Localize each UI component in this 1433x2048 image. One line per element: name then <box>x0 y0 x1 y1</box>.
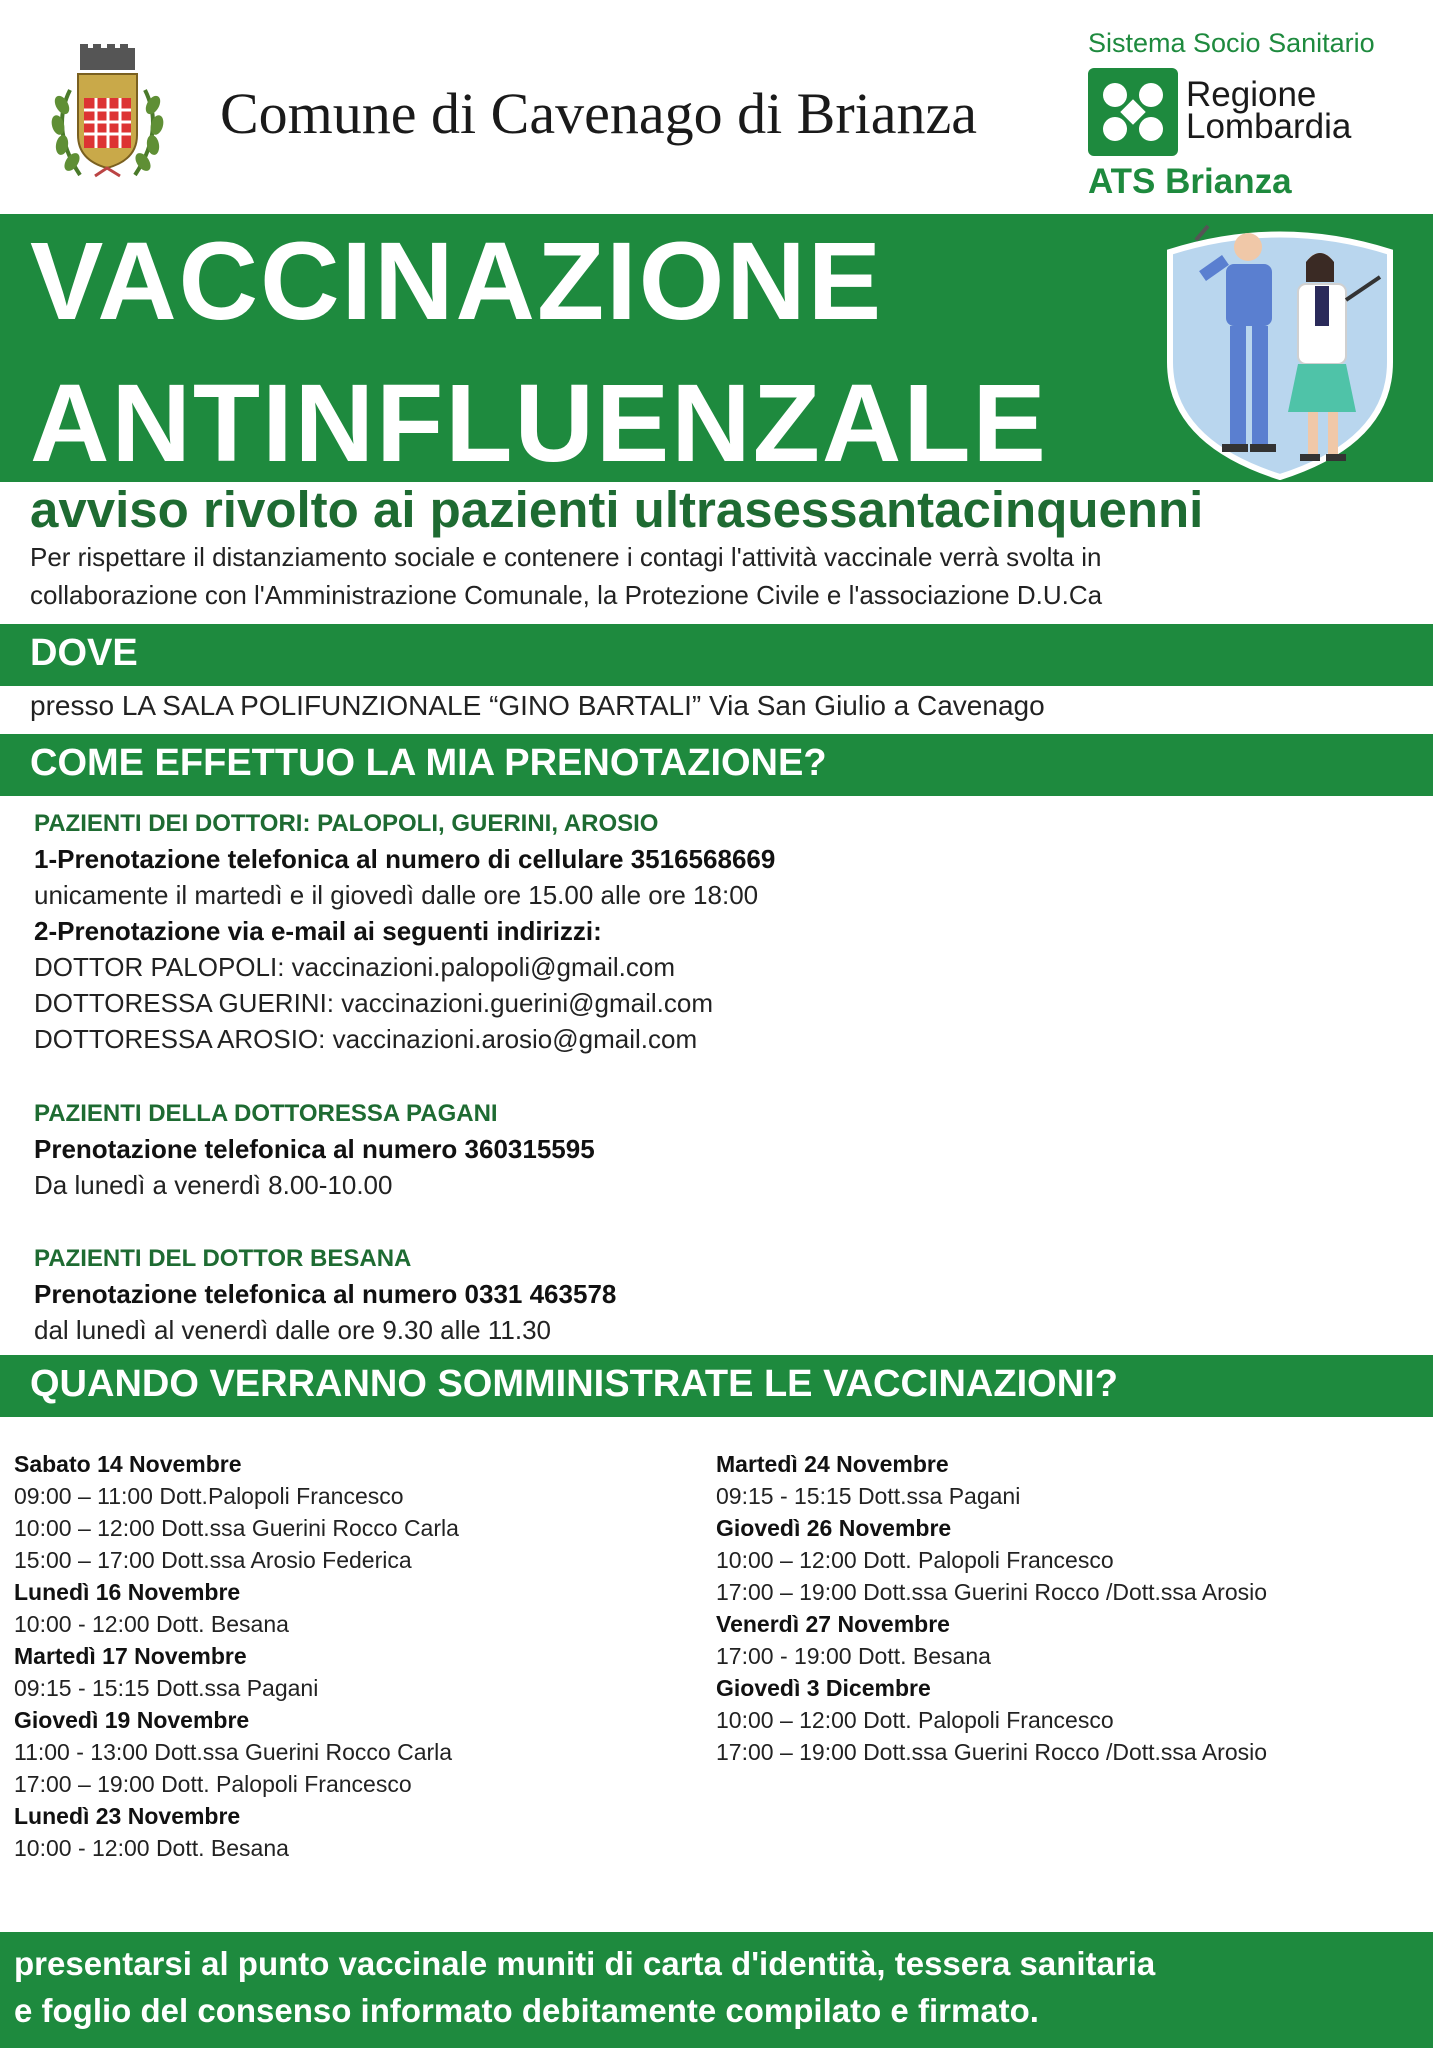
schedule-slot: 15:00 – 17:00 Dott.ssa Arosio Federica <box>14 1547 412 1573</box>
doctors-illustration <box>1160 222 1400 480</box>
schedule-slot: 09:00 – 11:00 Dott.Palopoli Francesco <box>14 1483 404 1509</box>
email-palopoli: DOTTOR PALOPOLI: vaccinazioni.palopoli@gmail.com <box>34 952 675 982</box>
email-arosio: DOTTORESSA AROSIO: vaccinazioni.arosio@gmail.com <box>34 1024 698 1054</box>
group3-title: PAZIENTI DEL DOTTOR BESANA <box>34 1245 412 1272</box>
group1-phone-hours: unicamente il martedì e il giovedì dalle ore 15.00 alle ore 18:00 <box>34 880 759 910</box>
schedule-slot: 10:00 – 12:00 Dott. Palopoli Francesco <box>716 1547 1114 1573</box>
region-name-line1: Regione <box>1186 75 1317 114</box>
schedule-slot: 17:00 - 19:00 Dott. Besana <box>716 1643 991 1669</box>
schedule-heading: QUANDO VERRANNO SOMMINISTRATE LE VACCINAZIONI? <box>30 1363 1118 1405</box>
region-name-line2: Lombardia <box>1186 107 1352 146</box>
schedule-day: Lunedì 23 Novembre <box>14 1803 241 1829</box>
group2-title: PAZIENTI DELLA DOTTORESSA PAGANI <box>34 1100 498 1127</box>
schedule-day: Lunedì 16 Novembre <box>14 1579 241 1605</box>
group1-phone: 1-Prenotazione telefonica al numero di cellulare 3516568669 <box>34 844 776 874</box>
ats-label: ATS Brianza <box>1088 162 1292 201</box>
subtitle: avviso rivolto ai pazienti ultrasessantacinquenni <box>30 481 1204 538</box>
group2-phone: Prenotazione telefonica al numero 360315595 <box>34 1134 595 1164</box>
footer-line2: e foglio del consenso informato debitamente compilato e firmato. <box>14 1992 1039 2029</box>
schedule-day: Martedì 24 Novembre <box>716 1451 949 1477</box>
group3-phone: Prenotazione telefonica al numero 0331 463578 <box>34 1279 617 1309</box>
booking-heading: COME EFFETTUO LA MIA PRENOTAZIONE? <box>30 742 827 784</box>
system-label: Sistema Socio Sanitario <box>1088 28 1375 58</box>
municipal-crest <box>40 40 175 190</box>
group1-title: PAZIENTI DEI DOTTORI: PALOPOLI, GUERINI, AROSIO <box>34 810 659 837</box>
dove-heading: DOVE <box>30 632 138 674</box>
footer-line1: presentarsi al punto vaccinale muniti di carta d'identità, tessera sanitaria <box>14 1945 1156 1982</box>
schedule-day: Giovedì 19 Novembre <box>14 1707 250 1733</box>
schedule-day: Martedì 17 Novembre <box>14 1643 247 1669</box>
schedule-slot: 10:00 - 12:00 Dott. Besana <box>14 1611 289 1637</box>
dove-location: presso LA SALA POLIFUNZIONALE “GINO BARTALI” Via San Giulio a Cavenago <box>30 690 1045 721</box>
schedule-slot: 10:00 - 12:00 Dott. Besana <box>14 1835 289 1861</box>
schedule-slot: 10:00 – 12:00 Dott. Palopoli Francesco <box>716 1707 1114 1733</box>
intro-line2: collaborazione con l'Amministrazione Comunale, la Protezione Civile e l'associazione D.U.Ca <box>30 580 1103 610</box>
schedule-slot: 17:00 – 19:00 Dott.ssa Guerini Rocco /Dott.ssa Arosio <box>716 1739 1268 1765</box>
schedule-day: Giovedì 26 Novembre <box>716 1515 952 1541</box>
email-guerini: DOTTORESSA GUERINI: vaccinazioni.guerini@gmail.com <box>34 988 714 1018</box>
schedule-left-column <box>14 1448 694 1864</box>
regione-lombardia-logo <box>1088 68 1178 156</box>
schedule-slot: 10:00 – 12:00 Dott.ssa Guerini Rocco Carla <box>14 1515 459 1541</box>
schedule-slot: 09:15 - 15:15 Dott.ssa Pagani <box>716 1483 1021 1509</box>
dove-band <box>0 624 1433 686</box>
schedule-day: Venerdì 27 Novembre <box>716 1611 950 1637</box>
intro-line1: Per rispettare il distanziamento sociale e contenere i contagi l'attività vaccinale verrà svolta in <box>30 542 1102 572</box>
schedule-slot: 11:00 - 13:00 Dott.ssa Guerini Rocco Carla <box>14 1739 453 1765</box>
schedule-slot: 09:15 - 15:15 Dott.ssa Pagani <box>14 1675 319 1701</box>
title-line2: ANTINFLUENZALE <box>30 362 1048 485</box>
group3-hours: dal lunedì al venerdì dalle ore 9.30 alle 11.30 <box>34 1315 552 1345</box>
group2-hours: Da lunedì a venerdì 8.00-10.00 <box>34 1170 393 1200</box>
schedule-day: Sabato 14 Novembre <box>14 1451 242 1477</box>
group1-email-heading: 2-Prenotazione via e-mail ai seguenti indirizzi: <box>34 916 602 946</box>
schedule-right-column <box>716 1448 1416 1768</box>
schedule-slot: 17:00 – 19:00 Dott. Palopoli Francesco <box>14 1771 412 1797</box>
title-line1: VACCINAZIONE <box>30 220 884 343</box>
schedule-day: Giovedì 3 Dicembre <box>716 1675 931 1701</box>
municipality-name: Comune di Cavenago di Brianza <box>220 81 978 146</box>
schedule-slot: 17:00 – 19:00 Dott.ssa Guerini Rocco /Dott.ssa Arosio <box>716 1579 1268 1605</box>
